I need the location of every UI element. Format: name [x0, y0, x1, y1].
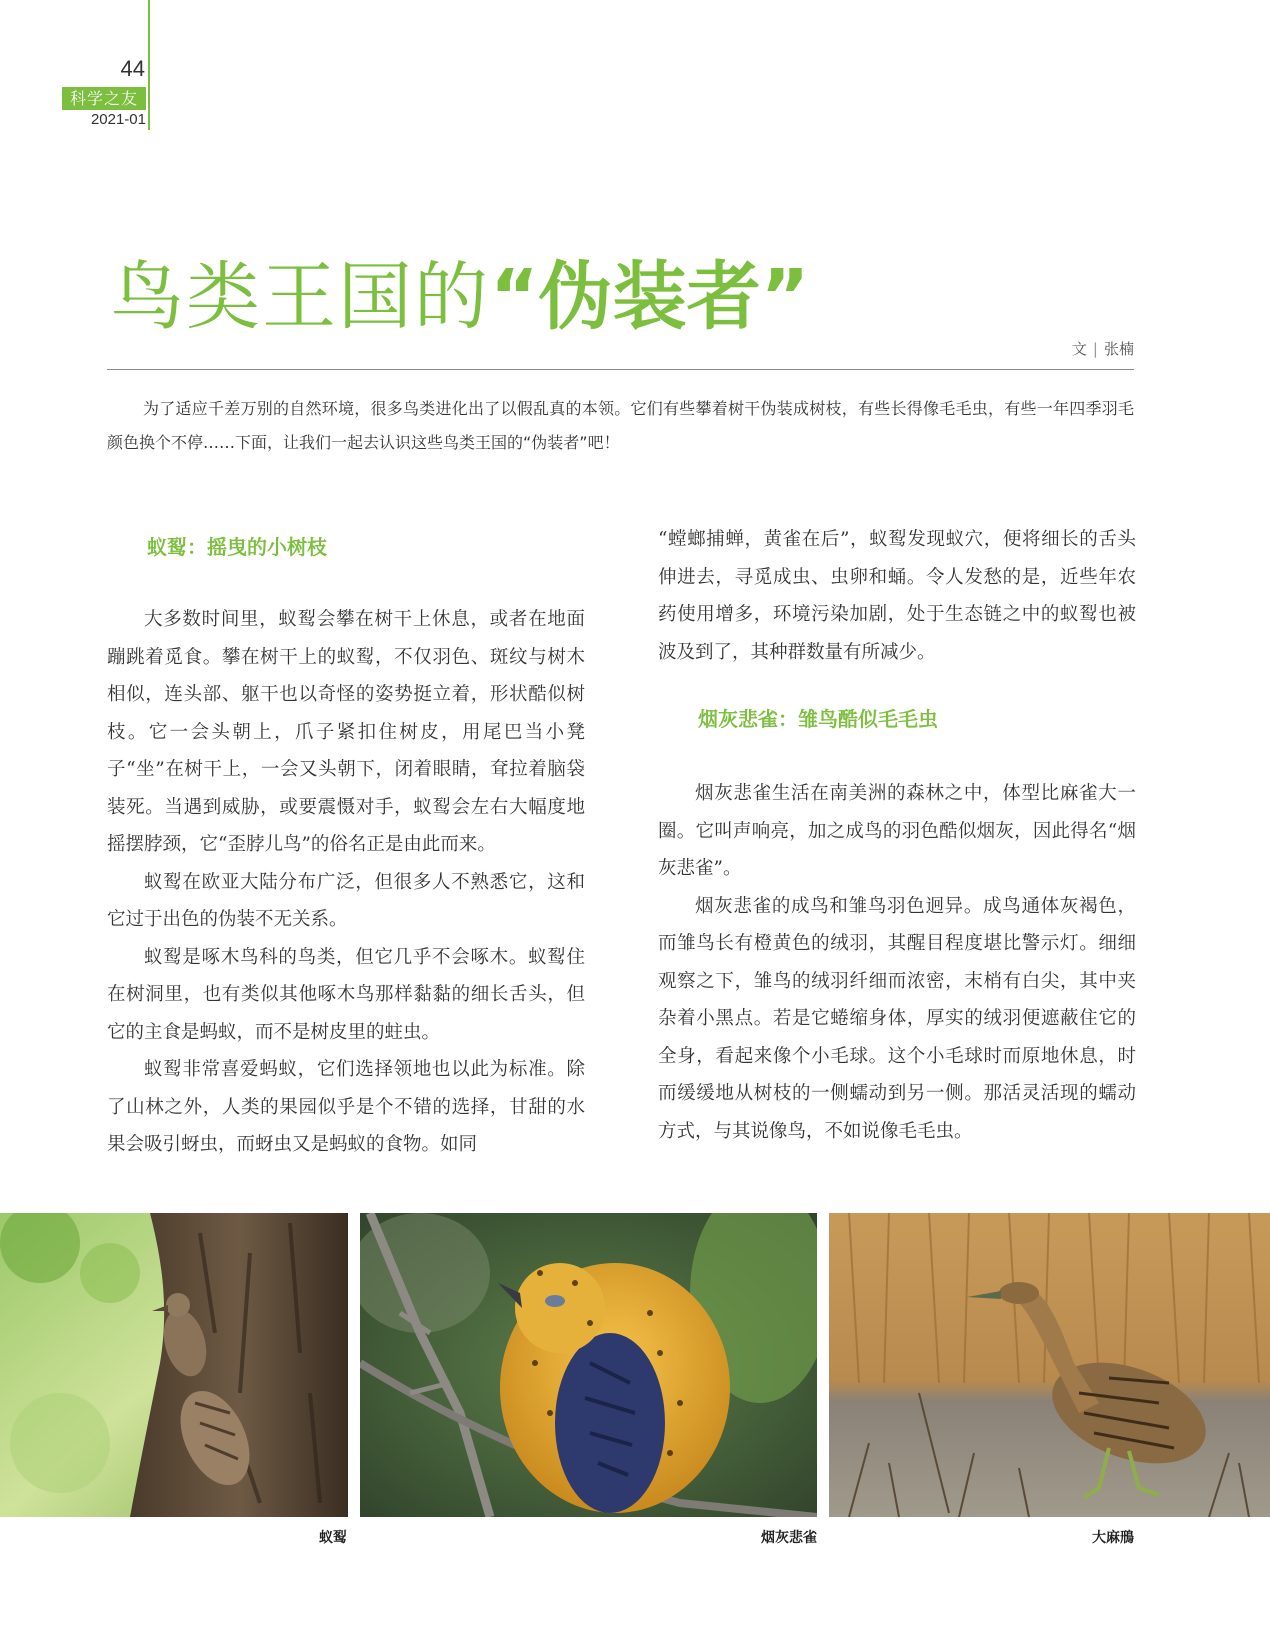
byline [940, 338, 1134, 359]
right-column [658, 521, 1136, 1150]
photo-wryneck [0, 1213, 348, 1517]
header-accent-line [148, 0, 150, 130]
paragraph: 蚁䴕非常喜爱蚂蚁，它们选择领地也以此为标准。除了山林之外，人类的果园似乎是个不错的选择，甘甜的水果会吸引蚜虫，而蚜虫又是蚂蚁的食物。如同 [107, 1059, 585, 1155]
photo-caption: 大麻鳽 [1092, 1530, 1134, 1546]
byline-author: 张楠 [1103, 340, 1134, 358]
page-number: 44 [120, 56, 145, 81]
paragraph: 蚁䴕在欧亚大陆分布广泛，但很多人不熟悉它，这和它过于出色的伪装不无关系。 [107, 871, 585, 930]
paragraph: 烟灰悲雀的成鸟和雏鸟羽色迥异。成鸟通体灰褐色，而雏鸟长有橙黄色的绒羽，其醒目程度堪比警示灯。细细观察之下，雏鸟的绒羽纤细而浓密，末梢有白尖，其中夹杂着小黑点。若是它蜷缩身体，厚实的绒羽便遮蔽住它的全身，看起来像个小毛球。这个小毛球时而原地休息，时而缓缓地从树枝的一侧蠕动到另一侧。那活灵活现的蠕动方式，与其说像鸟，不如说像毛毛虫。 [658, 895, 1136, 1142]
magazine-name: 科学之友 [62, 87, 146, 110]
paragraph: 大多数时间里，蚁䴕会攀在树干上休息，或者在地面蹦跳着觅食。攀在树干上的蚁䴕，不仅羽色、斑纹与树木相似，连头部、躯干也以奇怪的姿势挺立着，形状酷似树枝。它一会头朝上，爪子紧扣住树皮，用尾巴当小凳子“坐”在树干上，一会又头朝下，闭着眼睛，耷拉着脑袋装死。当遇到威胁，或要震慑对手，蚁䴕会左右大幅度地摇摆脖颈，它“歪脖儿鸟”的俗名正是由此而来。 [107, 609, 585, 855]
title-light-part: 鸟类王国的 [110, 254, 490, 340]
issue-date: 2021-01 [90, 111, 146, 128]
left-column [107, 521, 585, 1164]
title-bold-part: “伪装者” [490, 254, 810, 340]
section-heading-wryneck: 蚁䴕：摇曳的小树枝 [147, 535, 327, 559]
paragraph-continued: “螳螂捕蝉，黄雀在后”，蚁䴕发现蚁穴，便将细长的舌头伸进去，寻觅成虫、虫卵和蛹。令人发愁的是，近些年农药使用增多，环境污染加剧，处于生态链之中的蚁䴕也被波及到了，其种群数量有所减少。 [658, 529, 1136, 663]
paragraph: 烟灰悲雀生活在南美洲的森林之中，体型比麻雀大一圈。它叫声响亮，加之成鸟的羽色酷似烟灰，因此得名“烟灰悲雀”。 [658, 783, 1136, 879]
photo-caption: 蚁䴕 [319, 1530, 347, 1546]
byline-separator: | [1092, 340, 1098, 358]
intro-paragraph: 为了适应千差万别的自然环境，很多鸟类进化出了以假乱真的本领。它们有些攀着树干伪装成树枝，有些长得像毛毛虫，有些一年四季羽毛颜色换个不停……下面，让我们一起去认识这些鸟类王国的“伪装者”吧！ [107, 399, 1134, 452]
byline-label: 文 [1071, 340, 1087, 358]
photo-becard-chick [360, 1213, 817, 1517]
photo-caption: 烟灰悲雀 [761, 1530, 817, 1546]
paragraph: 蚁䴕是啄木鸟科的鸟类，但它几乎不会啄木。蚁䴕住在树洞里，也有类似其他啄木鸟那样黏黏的细长舌头，但它的主食是蚂蚁，而不是树皮里的蛀虫。 [107, 946, 585, 1043]
article-title [110, 252, 809, 342]
photo-bittern [829, 1213, 1270, 1517]
section-heading-becard: 烟灰悲雀：雏鸟酷似毛毛虫 [698, 707, 938, 731]
title-rule [107, 369, 1134, 370]
